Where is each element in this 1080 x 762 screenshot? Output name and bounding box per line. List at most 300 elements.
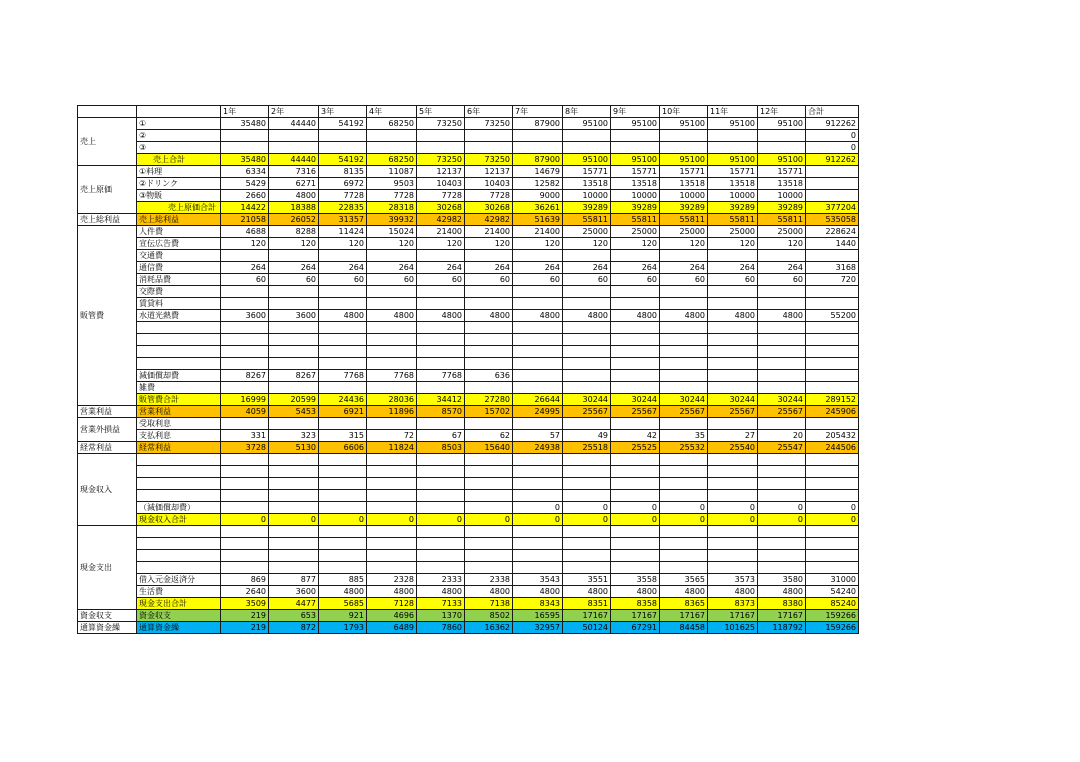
value-cell — [269, 346, 319, 358]
value-cell — [708, 130, 758, 142]
row-label-cell: 借入元金返済分 — [137, 574, 221, 586]
value-cell — [563, 538, 611, 550]
value-cell — [465, 526, 513, 538]
table-row — [78, 562, 859, 574]
value-cell: 73250 — [417, 118, 465, 130]
value-cell: 60 — [708, 274, 758, 286]
value-cell — [465, 466, 513, 478]
value-cell — [806, 370, 859, 382]
row-label-cell: 賃貸料 — [137, 298, 221, 310]
value-cell: 25540 — [708, 442, 758, 454]
value-cell: 331 — [221, 430, 269, 442]
value-cell: 10000 — [563, 190, 611, 202]
value-cell — [269, 250, 319, 262]
value-cell — [417, 298, 465, 310]
value-cell: 4800 — [611, 586, 660, 598]
value-cell: 60 — [367, 274, 417, 286]
value-cell: 4800 — [758, 586, 806, 598]
value-cell — [806, 490, 859, 502]
value-cell: 15640 — [465, 442, 513, 454]
value-cell — [758, 322, 806, 334]
category-cell: 売上 — [78, 118, 137, 166]
value-cell: 25532 — [660, 442, 708, 454]
value-cell: 120 — [611, 238, 660, 250]
value-cell — [758, 454, 806, 466]
value-cell: 4059 — [221, 406, 269, 418]
value-cell — [417, 286, 465, 298]
value-cell — [806, 382, 859, 394]
value-cell: 0 — [611, 514, 660, 526]
table-row — [78, 322, 859, 334]
value-cell: 73250 — [417, 154, 465, 166]
value-cell: 31357 — [319, 214, 367, 226]
value-cell: 4800 — [367, 310, 417, 322]
value-cell — [806, 562, 859, 574]
table-row — [78, 550, 859, 562]
value-cell: 3573 — [708, 574, 758, 586]
value-cell — [660, 130, 708, 142]
category-cell: 現金収入 — [78, 454, 137, 526]
value-cell: 8351 — [563, 598, 611, 610]
value-cell: 8503 — [417, 442, 465, 454]
value-cell — [221, 550, 269, 562]
header-year-cell: 3年 — [319, 106, 367, 118]
value-cell — [563, 298, 611, 310]
value-cell: 4800 — [367, 586, 417, 598]
value-cell — [660, 490, 708, 502]
value-cell — [513, 454, 563, 466]
header-year-cell: 11年 — [708, 106, 758, 118]
value-cell — [513, 370, 563, 382]
table-row — [78, 178, 859, 190]
value-cell — [708, 490, 758, 502]
value-cell: 39932 — [367, 214, 417, 226]
value-cell — [465, 418, 513, 430]
value-cell — [417, 346, 465, 358]
value-cell — [708, 322, 758, 334]
value-cell: 3168 — [806, 262, 859, 274]
table-row — [78, 514, 859, 526]
table-row — [78, 394, 859, 406]
value-cell: 10000 — [708, 190, 758, 202]
value-cell — [221, 454, 269, 466]
value-cell: 0 — [708, 514, 758, 526]
value-cell: 4800 — [269, 190, 319, 202]
value-cell: 4800 — [513, 586, 563, 598]
value-cell: 0 — [563, 502, 611, 514]
value-cell — [269, 130, 319, 142]
value-cell: 4800 — [417, 586, 465, 598]
value-cell: 95100 — [611, 154, 660, 166]
value-cell: 4800 — [758, 310, 806, 322]
value-cell: 57 — [513, 430, 563, 442]
value-cell: 9503 — [367, 178, 417, 190]
row-label-cell — [137, 490, 221, 502]
value-cell — [660, 454, 708, 466]
value-cell — [708, 538, 758, 550]
value-cell: 264 — [758, 262, 806, 274]
value-cell: 8380 — [758, 598, 806, 610]
value-cell — [758, 358, 806, 370]
value-cell: 264 — [221, 262, 269, 274]
value-cell — [660, 418, 708, 430]
value-cell — [417, 478, 465, 490]
value-cell — [758, 130, 806, 142]
value-cell: 39289 — [708, 202, 758, 214]
value-cell — [465, 358, 513, 370]
value-cell: 7728 — [465, 190, 513, 202]
value-cell — [563, 490, 611, 502]
value-cell — [221, 130, 269, 142]
value-cell: 6334 — [221, 166, 269, 178]
value-cell: 17167 — [611, 610, 660, 622]
value-cell — [221, 538, 269, 550]
table-row — [78, 586, 859, 598]
value-cell — [465, 250, 513, 262]
value-cell: 15771 — [611, 166, 660, 178]
value-cell — [269, 502, 319, 514]
value-cell: 7728 — [367, 190, 417, 202]
value-cell — [513, 550, 563, 562]
value-cell — [660, 562, 708, 574]
value-cell: 73250 — [465, 154, 513, 166]
row-label-cell: 現金収入合計 — [137, 514, 221, 526]
value-cell — [465, 130, 513, 142]
value-cell: 12582 — [513, 178, 563, 190]
category-cell: 営業外損益 — [78, 418, 137, 442]
value-cell — [319, 250, 367, 262]
row-label-cell — [137, 358, 221, 370]
value-cell: 11087 — [367, 166, 417, 178]
value-cell: 7768 — [417, 370, 465, 382]
value-cell — [513, 346, 563, 358]
table-row — [78, 454, 859, 466]
value-cell: 1370 — [417, 610, 465, 622]
table-row — [78, 238, 859, 250]
category-cell: 現金支出 — [78, 526, 137, 610]
header-blank-cell — [137, 106, 221, 118]
value-cell — [221, 466, 269, 478]
value-cell — [367, 346, 417, 358]
value-cell — [708, 358, 758, 370]
row-label-cell: 販管費合計 — [137, 394, 221, 406]
header-year-cell: 8年 — [563, 106, 611, 118]
value-cell: 120 — [417, 238, 465, 250]
table-row — [78, 466, 859, 478]
value-cell: 51639 — [513, 214, 563, 226]
value-cell — [660, 466, 708, 478]
value-cell: 60 — [417, 274, 465, 286]
value-cell — [611, 538, 660, 550]
value-cell: 4800 — [563, 310, 611, 322]
value-cell — [806, 322, 859, 334]
value-cell — [221, 562, 269, 574]
value-cell — [319, 478, 367, 490]
value-cell: 11896 — [367, 406, 417, 418]
value-cell — [513, 562, 563, 574]
value-cell — [563, 382, 611, 394]
value-cell: 7128 — [367, 598, 417, 610]
value-cell: 54192 — [319, 154, 367, 166]
value-cell: 12137 — [417, 166, 465, 178]
value-cell — [563, 130, 611, 142]
value-cell: 39289 — [611, 202, 660, 214]
value-cell — [269, 562, 319, 574]
value-cell: 0 — [563, 514, 611, 526]
value-cell — [611, 526, 660, 538]
value-cell: 0 — [319, 514, 367, 526]
value-cell — [660, 382, 708, 394]
value-cell: 315 — [319, 430, 367, 442]
value-cell — [367, 490, 417, 502]
value-cell: 4800 — [465, 310, 513, 322]
row-label-cell: 消耗品費 — [137, 274, 221, 286]
table-row — [78, 190, 859, 202]
value-cell — [221, 502, 269, 514]
value-cell — [708, 370, 758, 382]
table-row — [78, 418, 859, 430]
value-cell: 20 — [758, 430, 806, 442]
table-row — [78, 538, 859, 550]
value-cell: 36261 — [513, 202, 563, 214]
value-cell: 3509 — [221, 598, 269, 610]
value-cell: 15024 — [367, 226, 417, 238]
value-cell — [221, 478, 269, 490]
value-cell: 228624 — [806, 226, 859, 238]
value-cell — [513, 142, 563, 154]
value-cell — [611, 250, 660, 262]
value-cell — [660, 334, 708, 346]
value-cell: 219 — [221, 610, 269, 622]
value-cell — [660, 250, 708, 262]
table-row — [78, 334, 859, 346]
value-cell — [660, 526, 708, 538]
value-cell — [465, 346, 513, 358]
value-cell — [417, 502, 465, 514]
value-cell — [269, 382, 319, 394]
value-cell — [417, 538, 465, 550]
value-cell — [660, 370, 708, 382]
value-cell — [221, 346, 269, 358]
value-cell — [367, 322, 417, 334]
value-cell — [465, 478, 513, 490]
value-cell: 2660 — [221, 190, 269, 202]
value-cell — [708, 562, 758, 574]
value-cell: 30244 — [758, 394, 806, 406]
value-cell — [319, 346, 367, 358]
value-cell: 60 — [758, 274, 806, 286]
row-label-cell: 人件費 — [137, 226, 221, 238]
value-cell: 1793 — [319, 622, 367, 634]
value-cell — [513, 130, 563, 142]
value-cell: 30244 — [563, 394, 611, 406]
value-cell — [513, 382, 563, 394]
value-cell — [708, 466, 758, 478]
value-cell: 12137 — [465, 166, 513, 178]
value-cell: 44440 — [269, 154, 319, 166]
value-cell — [758, 250, 806, 262]
value-cell: 7728 — [319, 190, 367, 202]
value-cell: 159266 — [806, 610, 859, 622]
value-cell — [708, 142, 758, 154]
value-cell: 8267 — [269, 370, 319, 382]
row-label-cell: 資金収支 — [137, 610, 221, 622]
value-cell — [563, 478, 611, 490]
value-cell: 20599 — [269, 394, 319, 406]
value-cell — [319, 322, 367, 334]
value-cell: 3551 — [563, 574, 611, 586]
value-cell: 21400 — [513, 226, 563, 238]
value-cell: 25000 — [611, 226, 660, 238]
value-cell — [367, 550, 417, 562]
value-cell: 13518 — [611, 178, 660, 190]
value-cell — [806, 466, 859, 478]
value-cell — [708, 250, 758, 262]
value-cell — [660, 550, 708, 562]
value-cell — [758, 346, 806, 358]
value-cell — [513, 298, 563, 310]
header-year-cell: 合計 — [806, 106, 859, 118]
value-cell: 15771 — [758, 166, 806, 178]
value-cell: 21400 — [417, 226, 465, 238]
value-cell — [660, 322, 708, 334]
row-label-cell — [137, 454, 221, 466]
value-cell — [269, 298, 319, 310]
value-cell: 6921 — [319, 406, 367, 418]
value-cell — [269, 358, 319, 370]
value-cell — [513, 526, 563, 538]
value-cell — [417, 358, 465, 370]
table-row — [78, 502, 859, 514]
value-cell: 6606 — [319, 442, 367, 454]
value-cell: 60 — [465, 274, 513, 286]
row-label-cell: 生活費 — [137, 586, 221, 598]
value-cell: 535058 — [806, 214, 859, 226]
value-cell: 27 — [708, 430, 758, 442]
row-label-cell: ② — [137, 130, 221, 142]
value-cell: 55811 — [758, 214, 806, 226]
value-cell: 244506 — [806, 442, 859, 454]
value-cell: 264 — [269, 262, 319, 274]
value-cell — [513, 250, 563, 262]
value-cell: 7138 — [465, 598, 513, 610]
row-label-cell: 水道光熱費 — [137, 310, 221, 322]
value-cell: 68250 — [367, 154, 417, 166]
value-cell — [417, 490, 465, 502]
value-cell: 67 — [417, 430, 465, 442]
value-cell — [611, 142, 660, 154]
value-cell: 120 — [758, 238, 806, 250]
table-row — [78, 166, 859, 178]
value-cell — [660, 478, 708, 490]
value-cell — [269, 142, 319, 154]
value-cell: 7728 — [417, 190, 465, 202]
value-cell: 87900 — [513, 154, 563, 166]
value-cell: 4800 — [660, 310, 708, 322]
value-cell: 62 — [465, 430, 513, 442]
value-cell: 0 — [806, 502, 859, 514]
value-cell — [319, 454, 367, 466]
value-cell: 0 — [611, 502, 660, 514]
header-year-cell: 1年 — [221, 106, 269, 118]
header-year-cell: 2年 — [269, 106, 319, 118]
value-cell — [417, 526, 465, 538]
value-cell: 4800 — [563, 586, 611, 598]
value-cell: 264 — [367, 262, 417, 274]
value-cell — [269, 322, 319, 334]
value-cell — [611, 334, 660, 346]
value-cell — [319, 502, 367, 514]
value-cell: 60 — [221, 274, 269, 286]
value-cell: 219 — [221, 622, 269, 634]
value-cell — [319, 550, 367, 562]
value-cell — [563, 550, 611, 562]
table-row — [78, 250, 859, 262]
value-cell: 264 — [319, 262, 367, 274]
value-cell — [611, 454, 660, 466]
value-cell — [513, 478, 563, 490]
value-cell: 4800 — [708, 310, 758, 322]
value-cell: 25518 — [563, 442, 611, 454]
value-cell: 120 — [269, 238, 319, 250]
value-cell: 4800 — [660, 586, 708, 598]
value-cell: 120 — [708, 238, 758, 250]
value-cell: 7316 — [269, 166, 319, 178]
value-cell: 120 — [465, 238, 513, 250]
value-cell — [611, 358, 660, 370]
row-label-cell — [137, 550, 221, 562]
value-cell — [465, 334, 513, 346]
value-cell: 95100 — [611, 118, 660, 130]
table-row — [78, 382, 859, 394]
value-cell — [708, 286, 758, 298]
category-cell: 経常利益 — [78, 442, 137, 454]
value-cell: 7768 — [367, 370, 417, 382]
value-cell — [806, 190, 859, 202]
value-cell — [758, 562, 806, 574]
value-cell: 30244 — [708, 394, 758, 406]
value-cell — [367, 358, 417, 370]
value-cell — [319, 418, 367, 430]
value-cell — [269, 478, 319, 490]
value-cell: 264 — [417, 262, 465, 274]
value-cell — [806, 250, 859, 262]
row-label-cell: 営業利益 — [137, 406, 221, 418]
value-cell: 25547 — [758, 442, 806, 454]
table-row — [78, 202, 859, 214]
value-cell: 95100 — [563, 154, 611, 166]
value-cell: 55811 — [660, 214, 708, 226]
table-row — [78, 526, 859, 538]
value-cell: 10000 — [611, 190, 660, 202]
table-row — [78, 610, 859, 622]
value-cell: 8365 — [660, 598, 708, 610]
value-cell — [221, 250, 269, 262]
row-label-cell: 売上総利益 — [137, 214, 221, 226]
value-cell — [708, 334, 758, 346]
value-cell: 55811 — [611, 214, 660, 226]
value-cell — [417, 454, 465, 466]
row-label-cell — [137, 562, 221, 574]
value-cell: 60 — [611, 274, 660, 286]
table-row — [78, 622, 859, 634]
value-cell: 3600 — [221, 310, 269, 322]
value-cell — [611, 478, 660, 490]
value-cell: 7768 — [319, 370, 367, 382]
value-cell: 885 — [319, 574, 367, 586]
value-cell: 27280 — [465, 394, 513, 406]
value-cell: 25000 — [563, 226, 611, 238]
